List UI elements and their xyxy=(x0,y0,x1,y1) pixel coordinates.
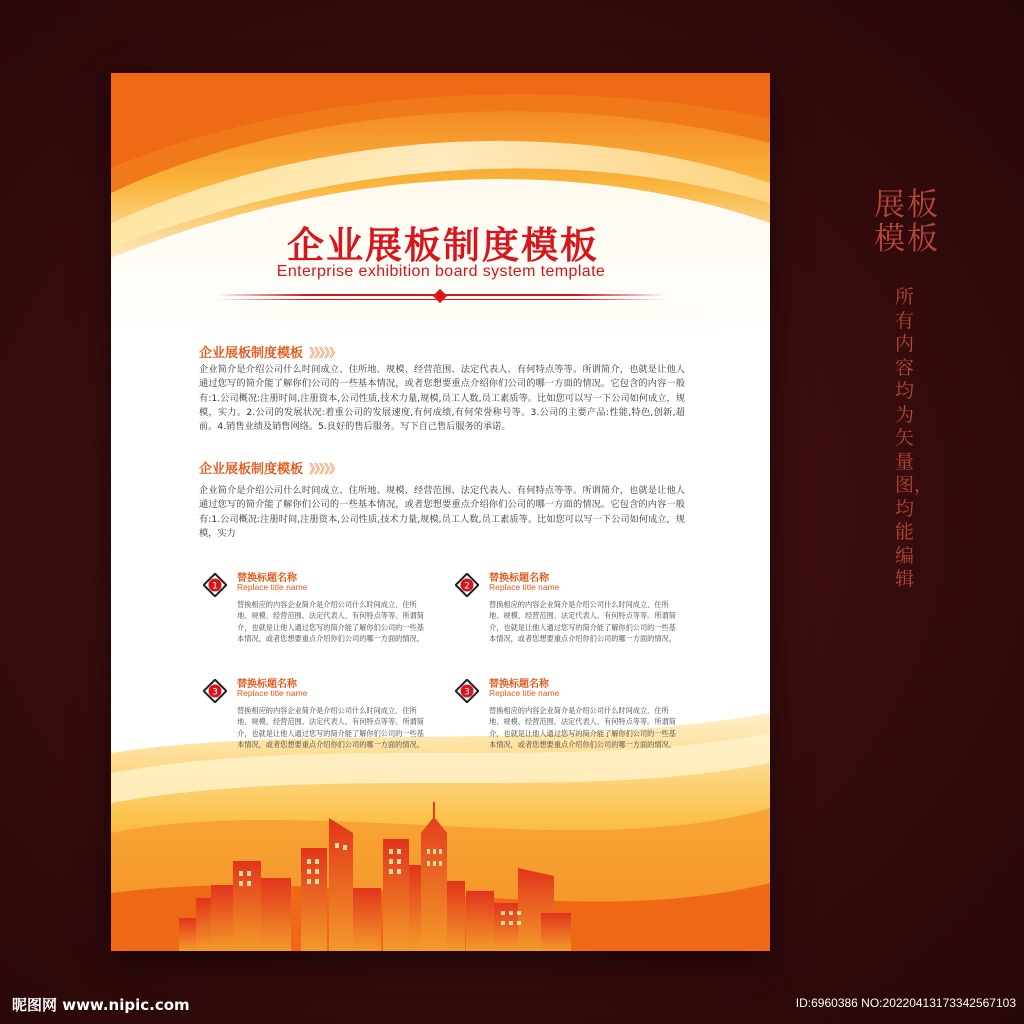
site-watermark: 昵图网 www.nipic.com xyxy=(12,996,190,1014)
item-title: 替换标题名称 xyxy=(237,573,297,584)
item-body: 替换相应的内容企业简介是介绍公司什么时间成立、住所地、规模、经营范围、法定代表人、有何特点等等。所谓简介，也就是让他人通过您写的简介能了解你们公司的一些基本情况，或者您想要重点介绍你们公司的哪一方面的情况。 xyxy=(237,600,424,644)
item-body: 替换相应的内容企业简介是介绍公司什么时间成立、住所地、规模、经营范围、法定代表人、有何特点等等。所谓简介，也就是让他人通过您写的简介能了解你们公司的一些基本情况，或者您想要重点介绍你们公司的哪一方面的情况。 xyxy=(489,600,676,644)
poster-subtitle: Enterprise exhibition board system template xyxy=(276,263,606,280)
number-badge-icon xyxy=(455,573,479,597)
number-badge-icon xyxy=(455,679,479,703)
side-caption: 所有内容均为矢量图，均能编辑 xyxy=(895,286,934,590)
item-subtitle: Replace title name xyxy=(237,688,308,698)
badge-number: 3 xyxy=(212,687,218,698)
badge-number: 2 xyxy=(464,581,470,592)
item-body: 替换相应的内容企业简介是介绍公司什么时间成立、住所地、规模、经营范围、法定代表人、有何特点等等。所谓简介，也就是让他人通过您写的简介能了解你们公司的一些基本情况，或者您想要重点介绍你们公司的哪一方面的情况。 xyxy=(237,706,424,750)
item-subtitle: Replace title name xyxy=(489,688,560,698)
poster-title: 企业展板制度模板 xyxy=(287,224,599,267)
item-subtitle: Replace title name xyxy=(489,582,560,592)
badge-number: 3 xyxy=(464,687,470,698)
item-subtitle: Replace title name xyxy=(237,582,308,592)
section-heading-text: 企业展板制度模板 xyxy=(199,346,304,361)
badge-number: 1 xyxy=(212,581,218,592)
exhibition-poster xyxy=(111,73,770,951)
image-id-label: ID:6960386 NO:20220413173342567103 xyxy=(795,996,1016,1010)
arrows-icon: 》》》》》 xyxy=(309,462,341,476)
item-body: 替换相应的内容企业简介是介绍公司什么时间成立、住所地、规模、经营范围、法定代表人、有何特点等等。所谓简介，也就是让他人通过您写的简介能了解你们公司的一些基本情况，或者您想要重点介绍你们公司的哪一方面的情况。 xyxy=(489,706,676,750)
section-heading-text: 企业展板制度模板 xyxy=(199,462,304,477)
number-badge-icon xyxy=(203,679,227,703)
section-paragraph: 企业简介是介绍公司什么时间成立、住所地、规模、经营范围、法定代表人、有何特点等等。所谓简介，也就是让他人通过您写的简介能了解你们公司的一些基本情况，或者您想要重点介绍你们公司的哪一方面的情况。它包含的内容一般有:1.公司概况:注册时间,注册资本,公司性质,技术力量,规模,员工人数,员工素质等。比如您可以写一下公司如何成立，规模，实力。2.公司的发展状况:着重公司的发展速度,有何成绩,有何荣誉称号等。3.公司的主要产品:性能,特色,创新,超前。4.销售业绩及销售网络。5.良好的售后服务。写下自己售后服务的承诺。 xyxy=(199,364,685,433)
section-heading xyxy=(199,458,340,477)
number-badge-icon xyxy=(203,573,227,597)
item-title: 替换标题名称 xyxy=(489,679,549,690)
side-title: 展板模板 xyxy=(874,187,940,257)
item-title: 替换标题名称 xyxy=(237,679,297,690)
arrows-icon: 》》》》》 xyxy=(309,346,341,360)
item-title: 替换标题名称 xyxy=(489,573,549,584)
section-paragraph: 企业简介是介绍公司什么时间成立、住所地、规模、经营范围、法定代表人、有何特点等等。所谓简介，也就是让他人通过您写的简介能了解你们公司的一些基本情况，或者您想要重点介绍你们公司的哪一方面的情况。它包含的内容一般有:1.公司概况:注册时间,注册资本,公司性质,技术力量,规模,员工人数,员工素质等。比如您可以写一下公司如何成立，规模，实力 xyxy=(199,485,685,539)
section-heading xyxy=(199,342,340,361)
